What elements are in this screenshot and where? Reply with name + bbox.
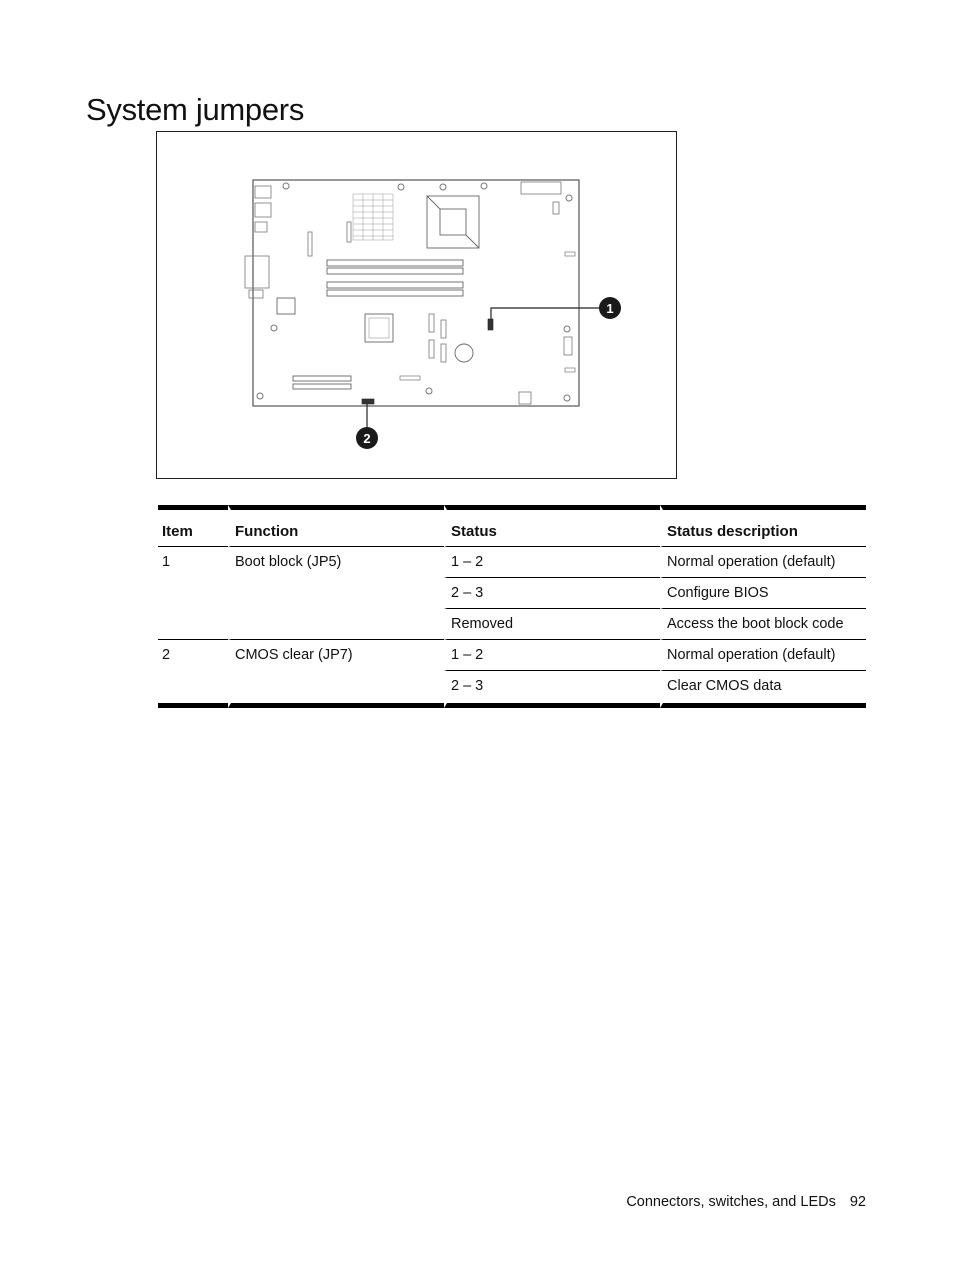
pci-slots <box>293 376 351 389</box>
mount-hole <box>283 183 289 189</box>
rear-port <box>255 222 267 232</box>
table-header-row <box>158 505 866 547</box>
footer-section: Connectors, switches, and LEDs <box>626 1194 836 1210</box>
mount-hole <box>257 393 263 399</box>
mount-hole <box>564 395 570 401</box>
callout-line-1 <box>491 308 605 319</box>
header-status-description: Status description <box>660 505 866 547</box>
cell-description: Clear CMOS data <box>660 671 866 708</box>
cell-status: 2 – 3 <box>444 671 660 708</box>
page-title: System jumpers <box>86 92 305 127</box>
cell-item <box>158 671 228 708</box>
mount-hole <box>566 195 572 201</box>
table-row <box>158 640 866 671</box>
cell-description: Configure BIOS <box>660 578 866 609</box>
vga-port <box>245 256 269 288</box>
power-connector <box>521 182 561 194</box>
cell-status: 1 – 2 <box>444 640 660 671</box>
cell-item: 1 <box>162 554 171 570</box>
cell-function <box>228 609 444 640</box>
cell-function: CMOS clear (JP7) <box>228 640 444 671</box>
cell-item <box>158 578 228 609</box>
dimm-slots <box>327 260 463 296</box>
table-row <box>158 671 866 708</box>
cpu-socket <box>427 196 479 248</box>
mount-hole <box>440 184 446 190</box>
cell-description: Normal operation (default) <box>660 640 866 671</box>
cell-description: Normal operation (default) <box>660 547 866 578</box>
footer-page-number: 92 <box>849 1194 866 1210</box>
heatsink <box>353 194 393 240</box>
jumper-jp5 <box>488 319 493 330</box>
motherboard-figure <box>156 131 677 479</box>
cell-item <box>158 609 228 640</box>
cell-status: Removed <box>444 609 660 640</box>
cell-function <box>228 671 444 708</box>
table-row <box>158 547 866 578</box>
cell-status: 2 – 3 <box>444 578 660 609</box>
cell-function: Boot block (JP5) <box>228 547 444 578</box>
callout-1: 1 <box>599 297 621 319</box>
header-function: Function <box>228 505 444 547</box>
mount-hole <box>398 184 404 190</box>
mount-hole <box>271 325 277 331</box>
board-outline <box>253 180 579 406</box>
mount-hole <box>481 183 487 189</box>
page-footer <box>626 1194 866 1210</box>
rear-port <box>255 186 271 198</box>
cell-item: 2 <box>162 647 171 663</box>
callout-2: 2 <box>356 427 378 449</box>
mount-hole <box>564 326 570 332</box>
rear-port <box>249 290 263 298</box>
cell-status: 1 – 2 <box>444 547 660 578</box>
table-row <box>158 609 866 640</box>
cell-function <box>228 578 444 609</box>
header-item: Item <box>158 505 228 547</box>
jumper-table <box>158 505 866 708</box>
jumper-jp7 <box>362 399 374 404</box>
header-status: Status <box>444 505 660 547</box>
rear-port <box>255 203 271 217</box>
mount-hole <box>426 388 432 394</box>
chip <box>277 298 295 314</box>
cell-description: Access the boot block code <box>660 609 866 640</box>
table-row <box>158 578 866 609</box>
sata-ports <box>429 314 446 362</box>
cmos-battery <box>455 344 473 362</box>
